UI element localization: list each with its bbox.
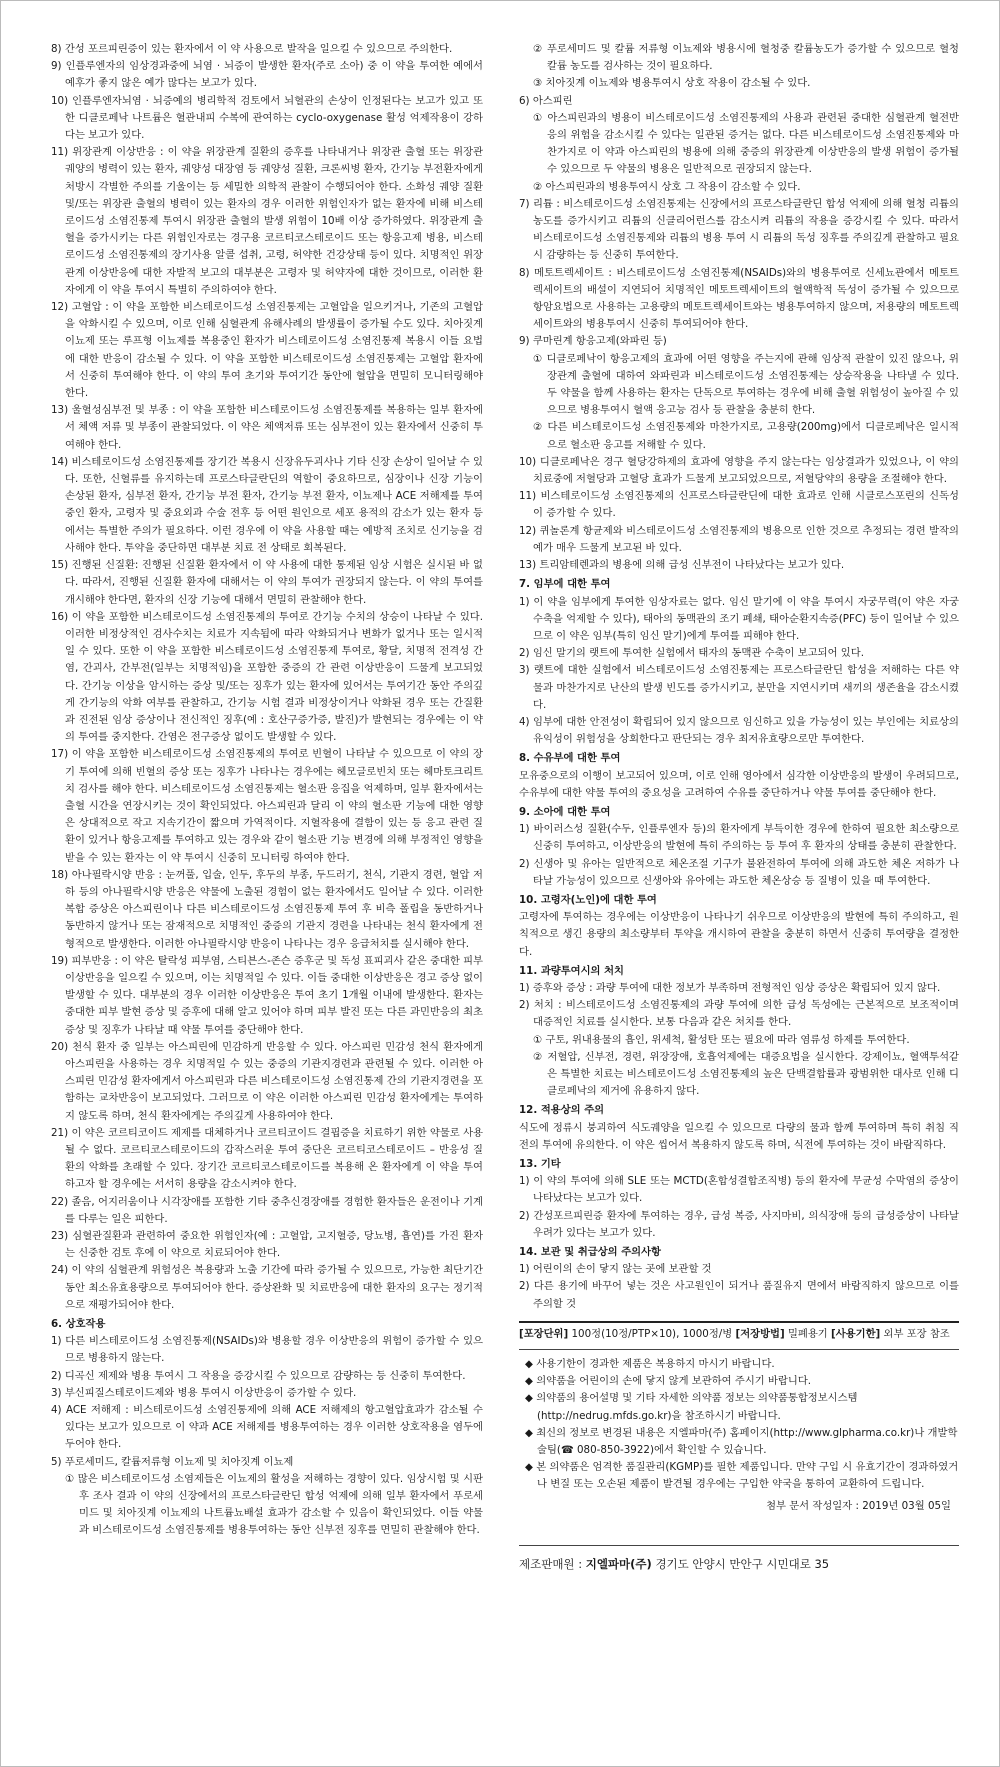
left-column — [51, 41, 483, 1540]
list-item: 22) 졸음, 어지러움이나 시각장애를 포함한 기타 중추신경장애를 경험한 환자들은 운전이나 기계를 다루는 일은 피한다. — [51, 1195, 483, 1225]
section-heading: 13. 기타 — [519, 1158, 561, 1170]
notes-section — [519, 1349, 959, 1494]
list-item: 14) 비스테로이드성 소염진통제를 장기간 복용시 신장유두괴사나 기타 신장 손상이 일어날 수 있다. 또한, 신혈류를 유지하는데 프로스타글란딘의 역할이 중요하므로, 심장이나 신장 기능이 손상된 환자, 심부전 환자, 간기능 부전 환자, 간기능 부전 환자, 이뇨제나 ACE 저해제를 투여 중인 환자, 고령자 및 중요외과 수술 전후 등 어떤 원인으로 세포 용적의 감소가 있는 환자 등에서는 특별한 주의가 필요하다. 이런 경우에 이 약을 사용할 때는 예방적 조치로 신기능을 검사해야 한다. 투약을 중단하면 대부분 치료 전 상태로 회복된다. — [51, 455, 483, 554]
list-item: 20) 천식 환자 중 일부는 아스피린에 민감하게 반응할 수 있다. 아스피린 민감성 천식 환자에게 아스피린을 사용하는 경우 치명적일 수 있는 중증의 기관지경련과 관련될 수 있다. 이러한 아스피린 민감성 환자에게서 아스피린과 다른 비스테로이드성 소염진통제 간의 기관지경련을 포함하는 교차반응이 보고되었다. 그러므로 이 약은 이러한 아스피린 민감성 환자에게는 투여하지 않도록 하며, 천식 환자에게는 주의깊게 사용하여야 한다. — [51, 1040, 483, 1122]
list-item: 고령자에 투여하는 경우에는 이상반응이 나타나기 쉬우므로 이상반응의 발현에 특히 주의하고, 원칙적으로 생긴 용량의 최소량부터 투약을 개시하여 관찰을 충분히 하면서 신중히 투여량을 결정한다. — [519, 911, 959, 958]
list-item: 24) 이 약의 심혈관계 위험성은 복용량과 노출 기간에 따라 증가될 수 있으므로, 가능한 최단기간동안 최소유효용량으로 투여되어야 한다. 증상완화 및 치료반응에 대한 환자의 요구는 정기적으로 재평가되어야 한다. — [51, 1264, 483, 1311]
list-item: 12) 고혈압 : 이 약을 포함한 비스테로이드성 소염진통제는 고혈압을 일으키거나, 기존의 고혈압을 악화시킬 수 있으며, 이로 인해 심혈관계 유해사례의 발생률이 증가될 수도 있다. 치아짓계 이뇨제 또는 루프형 이뇨제를 복용중인 환자가 비스테로이드성 소염진통제 복용시 이들 요법에 대한 반응이 감소될 수 있다. 이 약을 포함한 비스테로이드성 소염진통제는 고혈압 환자에서 신중히 투여해야 한다. 이 약의 투여 초기와 투여기간 동안에 혈압을 면밀히 모니터링해야 한다. — [51, 301, 483, 400]
list-item: 1) 증후와 증상 : 과량 투여에 대한 정보가 부족하며 전형적인 임상 증상은 확립되어 있지 않다. — [519, 981, 941, 994]
list-item: 8) 메토트렉세이트 : 비스테로이드성 소염진통제(NSAIDs)와의 병용투여로 신세뇨관에서 메토트렉세이트의 배설이 지연되어 치명적인 메토트렉세이트의 혈액학적 독성이 증가될 수 있으므로 항암요법으로 사용하는 고용량의 메토트렉세이트와는 병용투여하지 않으며, 저용량의 메토트렉세이트와의 병용투여시 신중히 투여되어야 한다. — [519, 266, 959, 331]
revision-date: 첨부 문서 작성일자 : 2019년 03월 05일 — [766, 1499, 951, 1512]
sub-item: ① 디클로페낙이 항응고제의 효과에 어떤 영향을 주는지에 관해 임상적 관찰이 있진 않으나, 위장관계 출혈에 대하여 와파린과 비스테로이드성 소염진통제는 상승작용을 나타낼 수 있다. 두 약물을 함께 사용하는 환자는 단독으로 투여하는 경우에 비해 출혈 위험성이 높아질 수 있으므로 병용투여시 혈액 응고능 검사 등 관찰을 충분히 한다. — [533, 352, 959, 417]
list-item: 17) 이 약을 포함한 비스테로이드성 소염진통제의 투여로 빈혈이 나타날 수 있으므로 이 약의 장기 투여에 의해 빈혈의 증상 또는 징후가 나타나는 경우에는 헤모글로빈치 또는 헤마토크리트치 검사를 해야 한다. 비스테로이드성 소염진통제는 혈소판 응집을 억제하며, 일부 환자에서는 출혈 시간을 연장시키는 것이 확인되었다. 아스피린과 달리 이 약의 혈소판 기능에 대한 영향은 상대적으로 작고 지속기간이 짧으며 가역적이다. 지혈작용에 결함이 있는 등 응고 관련 질환이 있거나 항응고제를 투여하고 있는 경우와 같이 혈소판 기능 변경에 의해 부정적인 영향을 받을 수 있는 환자는 이 약 투여시 신중히 모니터링 하여야 한다. — [51, 748, 483, 864]
section-heading: 12. 적용상의 주의 — [519, 1104, 605, 1117]
right-column — [519, 41, 959, 1573]
sub-item: ① 구토, 위내용물의 흡인, 위세척, 활성탄 또는 필요에 따라 염류성 하제를 투여한다. — [533, 1033, 910, 1046]
list-item: 10) 인플루엔자뇌염 · 뇌증예의 병리학적 검토에서 뇌혈관의 손상이 인정된다는 보고가 있고 또한 디클로페낙 나트륨은 혈관내피 수복에 관여하는 cyclo-oxygenase 활성 억제작용이 강하다는 보고가 있다. — [51, 94, 483, 142]
list-item: 9) 쿠마린계 항응고제(와파린 등) — [519, 335, 667, 348]
manufacturer-label: 제조판매원 : — [519, 1556, 583, 1571]
list-item: 4) 임부에 대한 안전성이 확립되어 있지 않으므로 임신하고 있을 가능성이 있는 부인에는 치료상의 유익성이 위험성을 상회한다고 판단되는 경우 최저유효량으로만 투여한다. — [519, 715, 959, 746]
manufacturer-info — [519, 1545, 959, 1573]
sub-item: ② 저혈압, 신부전, 경련, 위장장애, 호흡억제에는 대증요법을 실시한다. 강제이뇨, 혈액투석같은 특별한 치료는 비스테로이드성 소염진통제의 높은 단백결합률과 광범위한 대사로 인해 디클로페낙의 제거에 유용하지 않다. — [533, 1050, 959, 1098]
list-item: 2) 처치 : 비스테로이드성 소염진통제의 과량 투여에 의한 급성 독성에는 근본적으로 보조적이며 대증적인 치료를 실시한다. 보통 다음과 같은 처치를 한다. — [519, 999, 959, 1029]
note-item: ◆ 의약품을 어린이의 손에 닿지 않게 보관하여 주시기 바랍니다. — [525, 1375, 812, 1388]
list-item: 2) 간성포르피린증 환자에 투여하는 경우, 급성 복증, 사지마비, 의식장애 등의 급성증상이 나타날 우려가 있다는 보고가 있다. — [519, 1209, 959, 1239]
right-column-text — [519, 41, 959, 1313]
list-item: 19) 피부반응 : 이 약은 탈락성 피부염, 스티븐스-존슨 증후군 및 독성 표피괴사 같은 중대한 피부 이상반응을 일으킬 수 있으며, 이는 치명적일 수 있다. 이들 중대한 이상반응은 경고 증상 없이 발생할 수 있다. 대부분의 경우 이러한 이상반응은 투여 초기 1개월 이내에 발생한다. 환자는 중대한 피부 발현 증상 및 증후에 대해 알고 있어야 하며 피부 발진 또는 다른 과민반응의 최초 증상 및 징후가 나타날 때 약물 투여를 중단해야 한다. — [51, 954, 483, 1036]
list-item: 3) 랫트에 대한 실험에서 비스테로이드성 소염진통제는 프로스타글란딘 합성을 저해하는 다른 약물과 마찬가지로 난산의 발생 빈도를 증가시키고, 분만을 지연시키며 새끼의 생존율을 감소시켰다. — [519, 664, 959, 711]
list-item: 12) 퀴놀론계 항균제와 비스테로이드성 소염진통제의 병용으로 인한 것으로 추정되는 경련 발작의 예가 매우 드물게 보고된 바 있다. — [519, 524, 959, 554]
list-item: 8) 간성 포르피린증이 있는 환자에서 이 약 사용으로 발작을 일으킬 수 있으므로 주의한다. — [51, 43, 453, 55]
note-item: ◆ 의약품의 용어설명 및 기타 자세한 의약품 정보는 의약품통합정보시스템(http://nedrug.mfds.go.kr)을 참조하시기 바랍니다. — [525, 1392, 858, 1422]
list-item: 4) ACE 저해제 : 비스테로이드성 소염진통제에 의해 ACE 저해제의 항고혈압효과가 감소될 수 있다는 보고가 있으므로 이 약과 ACE 저해제를 병용투여하는 경우 이러한 상호작용을 염두에 두어야 한다. — [51, 1404, 483, 1451]
list-item: 1) 이 약의 투여에 의해 SLE 또는 MCTD(혼합성결합조직병) 등의 환자에 무균성 수막염의 증상이 나타났다는 보고가 있다. — [519, 1175, 959, 1205]
list-item: 11) 위장관계 이상반응 : 이 약을 위장관계 질환의 증후를 나타내거나 위장관 출혈 또는 위장관 궤양의 병력이 있는 환자, 궤양성 대장염 등 궤양성 질환, 크론씨병 환자, 간기능 부전환자에게 처방시 각별한 주의를 기울이는 등 세밀한 의학적 관찰이 수행되어야 한다. 소화성 궤양 질환 및/또는 위장관 출혈의 병력이 있는 환자의 경우 이러한 위험인자가 없는 환자에 비해 비스테로이드성 소염진통제 투여시 위장관 출혈의 발생 위험이 10배 이상 증가하였다. 위장관계 출혈을 증가시키는 다른 위험인자로는 경구용 코르티코스테로이드 또는 항응고제 병용, 비스테로이드성 소염진통제의 장기사용 알콜 섭취, 고령, 허약한 건강상태 등이 있다. 치명적인 위장관계 이상반응에 대한 자발적 보고의 대부분은 고령자 및 허약자에 대한 것이므로, 이러한 환자에게 이 약을 투여시 특별히 주의하여야 한다. — [51, 146, 483, 296]
list-item: 2) 다른 용기에 바꾸어 넣는 것은 사고원인이 되거나 품질유지 면에서 바람직하지 않으므로 이를 주의할 것 — [519, 1280, 959, 1310]
note-item: ◆ 본 의약품은 엄격한 품질관리(KGMP)를 필한 제품입니다. 만약 구입 시 유효기간이 경과하였거나 변질 또는 오손된 제품이 발견될 경우에는 구입한 약국을 통하여 교환하여 드립니다. — [525, 1461, 959, 1491]
list-item: 21) 이 약은 코르티코이드 제제를 대체하거나 코르티코이드 결핍증을 치료하기 위한 약물로 사용될 수 없다. 코르티코스테로이드의 갑작스러운 투여 중단은 코르티코스테로이드 – 반응성 질환의 악화를 초래할 수 있다. 장기간 코르티코스테로이드를 복용해 온 환자에게 이 약을 투여하고자 할 경우에는 서서히 용량을 감소시켜야 한다. — [51, 1126, 483, 1191]
list-item: 1) 바이러스성 질환(수두, 인플루엔자 등)의 환자에게 부득이한 경우에 한하여 필요한 최소량으로 신중히 투여하고, 이상반응의 발현에 특히 주의하는 등 투여 후 환자의 상태를 충분히 관찰한다. — [519, 823, 959, 853]
list-item: 2) 신생아 및 유아는 일반적으로 체온조절 기구가 불완전하여 투여에 의해 과도한 체온 저하가 나타날 가능성이 있으므로 신생아와 유아에는 과도한 체온상승 등 질병이 있을 때 투여한다. — [519, 857, 959, 887]
expiry-label: [사용기한] — [831, 1327, 881, 1340]
packaging-info — [519, 1321, 959, 1343]
list-item: 18) 아나필락시양 반응 : 눈꺼풀, 입술, 인두, 후두의 부종, 두드러기, 천식, 기관지 경련, 혈압 저하 등의 아나필락시양 반응은 약물에 노출된 경험이 없는 환자에서도 일어날 수 있다. 이러한 복합 증상은 아스피린이나 다른 비스테로이드성 소염진통제 투여 후 비측 폴립을 동반하거나 동반하지 않거나 또는 잠재적으로 치명적인 중증의 기관지 경련을 나타내는 천식 환자에게 전형적으로 발생한다. 이러한 아나필락시양 반응이 나타나는 경우 응급처치를 실시해야 한다. — [51, 868, 483, 950]
list-item: 15) 진행된 신질환: 진행된 신질환 환자에서 이 약 사용에 대한 통제된 임상 시험은 실시된 바 없다. 따라서, 진행된 신질환 환자에 대해서는 이 약의 투여가 권장되지 않는다. 이 약의 투여를 개시해야 한다면, 환자의 신장 기능에 대해서 면밀히 관찰해야 한다. — [51, 559, 483, 606]
list-item: 13) 트리암테렌과의 병용에 의해 급성 신부전이 나타났다는 보고가 있다. — [519, 559, 845, 572]
section-heading: 10. 고령자(노인)에 대한 투여 — [519, 893, 657, 906]
note-item: ◆ 사용기한이 경과한 제품은 복용하지 마시기 바랍니다. — [525, 1358, 775, 1371]
section-heading: 9. 소아에 대한 투여 — [519, 805, 611, 818]
list-item: 23) 심혈관질환과 관련하여 중요한 위험인자(예 : 고혈압, 고지혈증, 당뇨병, 흡연)를 가진 환자는 신중한 검토 후에 이 약으로 치료되어야 한다. — [51, 1230, 483, 1260]
manufacturer-company: 지엘파마(주) — [585, 1556, 652, 1571]
list-item: 모유중으로의 이행이 보고되어 있으며, 이로 인해 영아에서 심각한 이상반응의 발생이 우려되므로, 수유부에 대한 약물 투여의 중요성을 고려하여 수유를 중단하거나 약물 투여를 중단해야 한다. — [519, 769, 959, 799]
list-item: 16) 이 약을 포함한 비스테로이드성 소염진통제의 투여로 간기능 수치의 상승이 나타날 수 있다. 이러한 비정상적인 검사수치는 치료가 지속됨에 따라 악화되거나 변화가 없거나 또는 일시적일 수 있다. 또한 이 약을 포함한 비스테로이드성 소염진통제 투여로, 황달, 치명적 전격성 간염, 간괴사, 간부전(일부는 치명적임)을 포함한 중증의 간 관련 이상반응이 드물게 보고되었다. 간기능 이상을 암시하는 증상 및/또는 징후가 있는 환자에 있어서는 투여기간 동안 주의깊게 간기능의 악화 여부를 관찰하고, 간기능 시험 결과 비정상이거나 악화된 경우 또는 간질환과 진전된 임상 증상이나 전신적인 징후(예 : 호산구증가증, 발진)가 발현되는 경우에는 이 약의 투여를 중지한다. 간염은 전구증상 없이도 발생할 수 있다. — [51, 610, 483, 744]
list-item: 3) 부신피질스테로이드제와 병용 투여시 이상반응이 증가할 수 있다. — [51, 1386, 357, 1399]
section-heading: 8. 수유부에 대한 투여 — [519, 752, 621, 765]
list-item: 7) 리튬 : 비스테로이드성 소염진통제는 신장에서의 프로스타글란딘 합성 억제에 의해 혈청 리튬의 농도를 증가시키고 리튬의 신클리어런스를 감소시켜 리튬의 작용을 증강시킬 수 있다. 따라서 비스테로이드성 소염진통제와 리튬의 병용 투여 시 리튬의 독성 징후를 주의깊게 관찰하고 필요시 감량하는 등 신중히 투여한다. — [519, 197, 959, 262]
list-item: 9) 인플루엔자의 임상경과중에 뇌염 · 뇌증이 발생한 환자(주로 소아) 중 이 약을 투여한 예에서 예후가 좋지 않은 예가 많다는 보고가 있다. — [51, 60, 483, 90]
list-item: 2) 디곡신 제제와 병용 투여시 그 작용을 증강시킬 수 있으므로 감량하는 등 신중히 투여한다. — [51, 1369, 466, 1382]
list-item: 5) 푸로세미드, 칼륨저류형 이뇨제 및 치아짓계 이뇨제 — [51, 1455, 294, 1468]
sub-item: ① 아스피린과의 병용이 비스테로이드성 소염진통제의 사용과 관련된 중대한 심혈관계 혈전반응의 위험을 감소시킬 수 있다는 일관된 증거는 없다. 다른 비스테로이드성 소염진통제와 마찬가지로 이 약과 아스피린의 병용에 의해 중증의 위장관계 이상반응의 발생 위험이 증가될 수 있으므로 두 약물의 병용은 일반적으로 권장되지 않는다. — [533, 111, 959, 176]
list-item: 1) 어린이의 손이 닿지 않는 곳에 보관할 것 — [519, 1263, 712, 1276]
storage-value: 밀폐용기 — [787, 1327, 828, 1340]
list-item: 식도에 정류시 붕괴하여 식도궤양을 일으킬 수 있으므로 다량의 물과 함께 투여하며 특히 취침 직전의 투여에 유의한다. 이 약은 씹어서 복용하지 않도록 하며, 식전에 투여하는 것이 바람직하다. — [519, 1121, 959, 1151]
sub-item: ① 많은 비스테로이드성 소염제들은 이뇨제의 활성을 저해하는 경향이 있다. 임상시험 및 시판후 조사 결과 이 약의 신장에서의 프로스타글란딘 합성 억제에 의해 일부 환자에서 푸로세미드 및 치아짓계 이뇨제의 나트륨뇨배설 효과가 감소할 수 있음이 확인되었다. 이들 약물과 비스테로이드성 소염진통제를 병용투여하는 동안 신부전 징후를 면밀히 관찰해야 한다. — [65, 1472, 483, 1537]
section-heading: 11. 과량투여시의 처치 — [519, 964, 624, 977]
list-item: 6) 아스피린 — [519, 94, 573, 107]
sub-item: ② 다른 비스테로이드성 소염진통제와 마찬가지로, 고용량(200mg)에서 디클로페낙은 일시적으로 혈소판 응고를 저해할 수 있다. — [533, 421, 959, 451]
section-heading: 7. 임부에 대한 투여 — [519, 578, 611, 591]
list-item: 1) 이 약을 임부에게 투여한 임상자료는 없다. 임신 말기에 이 약을 투여시 자궁무력(이 약은 자궁수축을 억제할 수 있다), 태아의 동맥관의 조기 폐쇄, 태아순환지속증(PFC) 등이 일어날 수 있으므로 이 약은 임부(특히 임신 말기)에게 투여를 피해야 한다. — [519, 595, 959, 642]
list-item: 1) 다른 비스테로이드성 소염진통제(NSAIDs)와 병용할 경우 이상반응의 위험이 증가할 수 있으므로 병용하지 않는다. — [51, 1335, 483, 1365]
storage-label: [저장방법] — [735, 1327, 785, 1340]
list-item: 13) 울혈성심부전 및 부종 : 이 약을 포함한 비스테로이드성 소염진통제를 복용하는 일부 환자에서 체액 저류 및 부종이 관찰되었다. 이 약은 체액저류 또는 심부전이 있는 환자에서 신중히 투여해야 한다. — [51, 404, 483, 451]
sub-item: ② 푸로세미드 및 칼륨 저류형 이뇨제와 병용시에 혈청중 칼륨농도가 증가할 수 있으므로 혈청 칼륨 농도를 검사하는 것이 필요하다. — [533, 43, 959, 73]
list-item: 2) 임신 말기의 랫트에 투여한 실험에서 태자의 동맥관 수축이 보고되어 있다. — [519, 647, 864, 660]
expiry-value: 외부 포장 참조 — [883, 1327, 950, 1340]
packaging-unit-label: [포장단위] — [519, 1327, 569, 1340]
section-heading: 6. 상호작용 — [51, 1318, 106, 1331]
packaging-unit-value: 100정(10정/PTP×10), 1000정/병 — [571, 1327, 733, 1340]
manufacturer-address: 경기도 안양시 만안구 시민대로 35 — [655, 1556, 830, 1571]
list-item: 11) 비스테로이드성 소염진통제의 신프로스타글란딘에 대한 효과로 인해 시클로스포린의 신독성이 증가할 수 있다. — [519, 490, 959, 520]
sub-item: ② 아스피린과의 병용투여시 상호 그 작용이 감소할 수 있다. — [533, 180, 801, 193]
list-item: 10) 디클로페낙은 경구 혈당강하제의 효과에 영향을 주지 않는다는 임상결과가 있었으나, 이 약의 치료중에 저혈당과 고혈당 효과가 드물게 보고되었으므로, 저혈당약의 용량을 조절해야 한다. — [519, 455, 959, 486]
sub-item: ③ 치아짓계 이뇨제와 병용투여시 상호 작용이 감소될 수 있다. — [533, 77, 811, 90]
note-item: ◆ 최신의 정보로 변경된 내용은 지엘파마(주) 홈페이지(http://www.glpharma.co.kr)나 개발학술팀(☎ 080-850-3922)에서 확인할 수 있습니다. — [525, 1426, 958, 1457]
packaging-line — [519, 1326, 959, 1343]
section-heading: 14. 보관 및 취급상의 주의사항 — [519, 1246, 661, 1259]
